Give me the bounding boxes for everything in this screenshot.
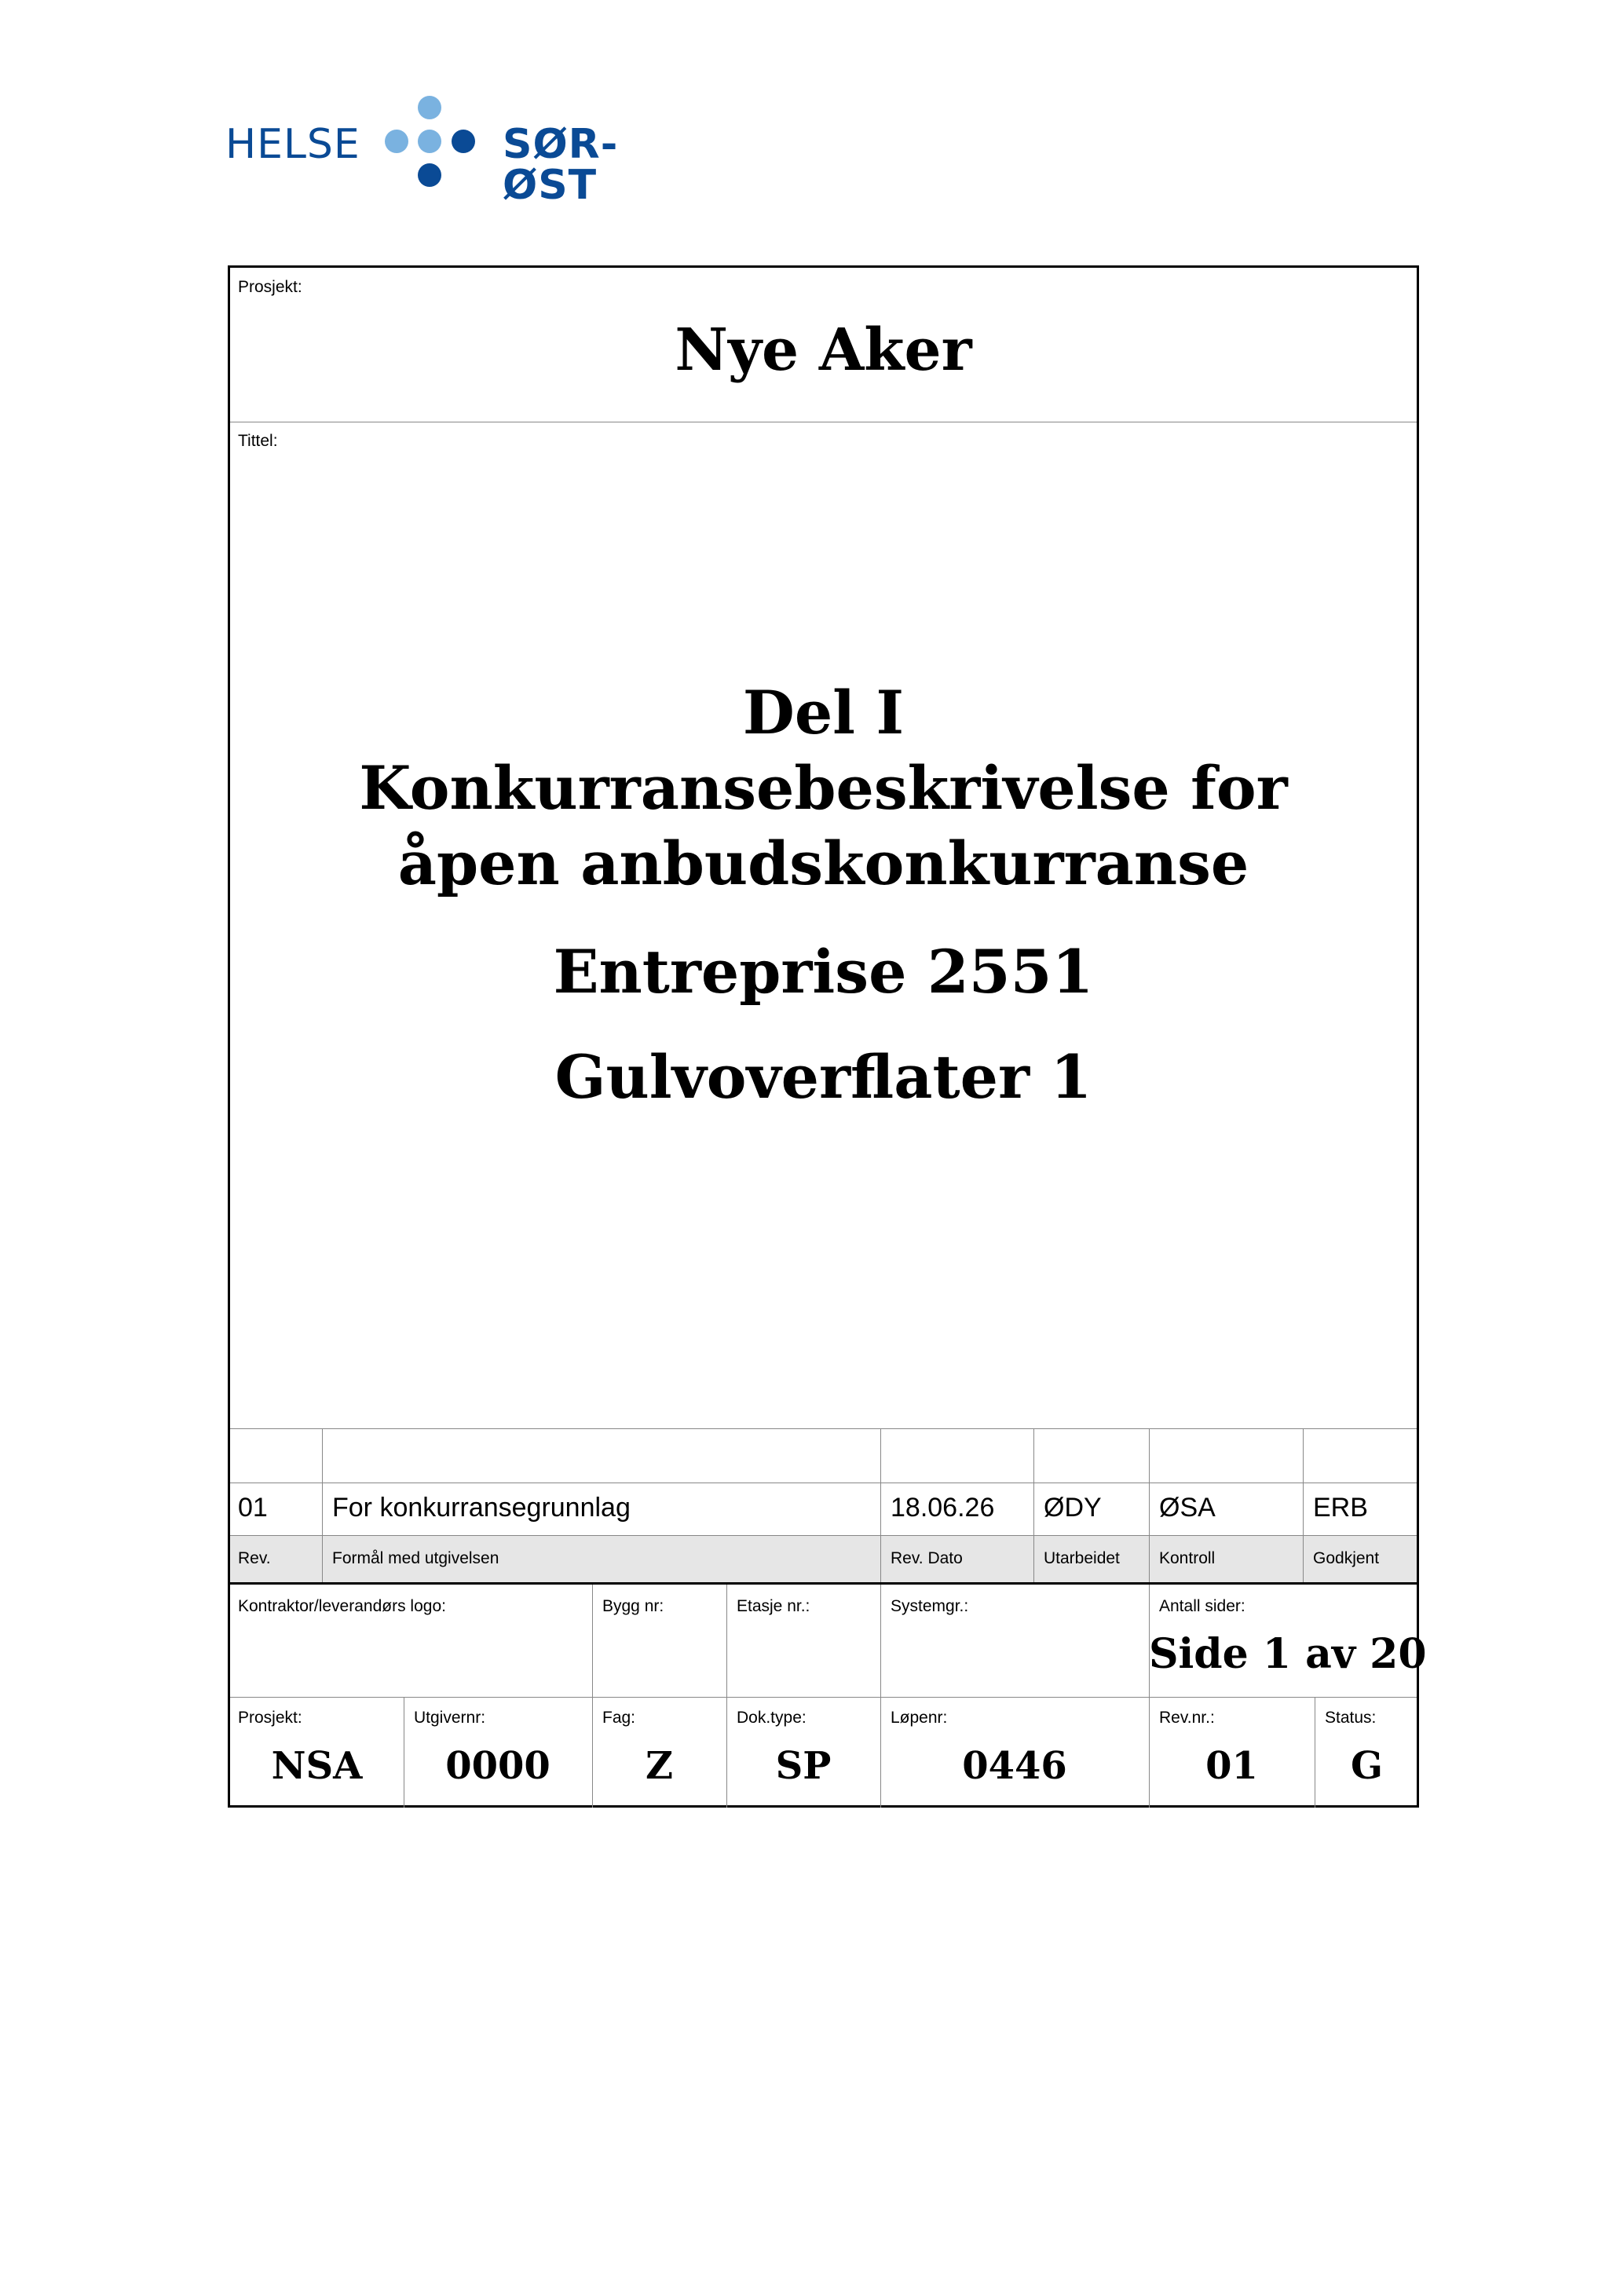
code-status-value: G <box>1351 1744 1383 1788</box>
rev-header-utarbeidet: Utarbeidet <box>1044 1549 1120 1567</box>
rev-row-rev: 01 <box>238 1493 268 1523</box>
code-prosjekt-value: NSA <box>271 1744 363 1788</box>
code-doktype-value: SP <box>775 1744 832 1788</box>
rev-col-line-4 <box>1149 1428 1150 1582</box>
logo-dot-bottom <box>418 163 441 187</box>
title-line-2: Konkurransebeskrivelse for <box>359 753 1288 823</box>
code-doktype-label: Dok.type: <box>737 1709 807 1727</box>
project-name: Nye Aker <box>675 316 972 384</box>
rev-row-godkjent: ERB <box>1313 1493 1368 1523</box>
logo-text-sor-ost: SØR-ØST <box>503 121 619 209</box>
antall-sider-label: Antall sider: <box>1159 1597 1245 1615</box>
title-line-3: åpen anbudskonkurranse <box>397 828 1249 898</box>
bygg-nr-label: Bygg nr: <box>602 1597 664 1615</box>
rev-col-line-3 <box>1033 1428 1034 1582</box>
antall-sider-value: Side 1 av 20 <box>1149 1630 1427 1678</box>
title-label: Tittel: <box>238 432 278 450</box>
logo-dot-top <box>418 96 441 119</box>
rev-row-dato: 18.06.26 <box>891 1493 995 1523</box>
rev-col-line-2 <box>880 1428 881 1582</box>
rev-header-kontroll: Kontroll <box>1159 1549 1216 1567</box>
code-lopenr-value: 0446 <box>962 1744 1067 1788</box>
revision-table-top <box>230 1428 1417 1429</box>
rev-header-rev: Rev. <box>238 1549 271 1567</box>
code-utgivernr-value: 0000 <box>445 1744 550 1788</box>
project-block <box>230 268 1417 422</box>
etasje-nr-label: Etasje nr.: <box>737 1597 810 1615</box>
logo-dot-left <box>385 130 408 153</box>
logo-text-helse: HELSE <box>225 121 360 168</box>
rev-header-godkjent: Godkjent <box>1313 1549 1380 1567</box>
systemgr-label: Systemgr.: <box>891 1597 969 1615</box>
code-revnr-value: 01 <box>1205 1744 1258 1788</box>
title-entreprise: Entreprise 2551 <box>553 937 1094 1007</box>
info-col-line-2 <box>726 1585 727 1697</box>
code-status-label: Status: <box>1325 1709 1377 1727</box>
code-fag-label: Fag: <box>602 1709 636 1727</box>
rev-row-utarbeidet: ØDY <box>1044 1493 1102 1523</box>
rev-col-line-1 <box>322 1428 323 1582</box>
title-subject: Gulvoverflater 1 <box>554 1042 1092 1112</box>
code-utgivernr-label: Utgivernr: <box>414 1709 486 1727</box>
logo-dot-center <box>418 130 441 153</box>
info-col-line-1 <box>592 1585 593 1697</box>
kontraktor-logo-label: Kontraktor/leverandørs logo: <box>238 1597 446 1615</box>
title-line-1: Del I <box>742 678 905 748</box>
code-fag-value: Z <box>645 1744 674 1788</box>
revision-table-bottom <box>230 1582 1417 1585</box>
code-prosjekt-label: Prosjekt: <box>238 1709 302 1727</box>
project-label: Prosjekt: <box>238 278 302 296</box>
helse-sor-ost-logo <box>224 93 711 209</box>
info-code-divider <box>230 1697 1417 1698</box>
rev-header-dato: Rev. Dato <box>891 1549 963 1567</box>
logo-dot-right <box>452 130 475 153</box>
rev-row-kontroll: ØSA <box>1159 1493 1216 1523</box>
title-block <box>230 422 1417 1428</box>
info-col-line-3 <box>880 1585 881 1697</box>
document-cover-frame <box>228 265 1427 1808</box>
code-lopenr-label: Løpenr: <box>891 1709 948 1727</box>
code-revnr-label: Rev.nr.: <box>1159 1709 1215 1727</box>
rev-header-formal: Formål med utgivelsen <box>332 1549 499 1567</box>
rev-col-line-5 <box>1303 1428 1304 1582</box>
rev-row-formal: For konkurransegrunnlag <box>332 1493 631 1523</box>
